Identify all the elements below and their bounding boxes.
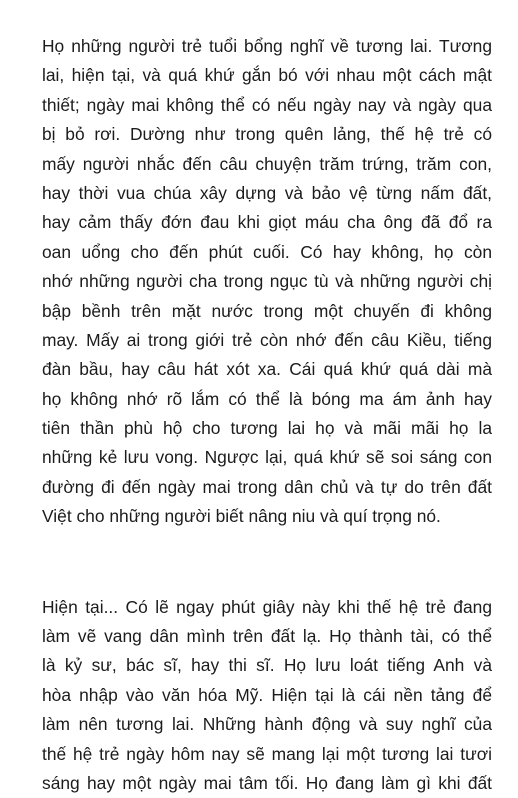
text-line: hòa nhập vào văn hóa Mỹ. Hiện tại là cái nền tảng để bbox=[42, 684, 492, 705]
text-line: sáng hay một ngày mai tâm tối. Họ đang làm gì khi đất bbox=[42, 772, 492, 793]
text-line: hay thời vua chúa xây dựng và bảo vệ từng nấm đất, bbox=[42, 182, 492, 203]
text-line: bập bềnh trên mặt nước trong một chuyến đi không bbox=[42, 300, 492, 321]
text-line: nhớ những người cha trong ngục tù và những người chị bbox=[42, 271, 492, 292]
text-line: thiết; ngày mai không thể có nếu ngày nay và ngày qua bbox=[42, 94, 492, 115]
text-line: Việt cho những người biết nâng niu và quí trọng nó. bbox=[42, 506, 441, 527]
text-line: tiên thần phù hộ cho tương lai họ và mãi mãi họ la bbox=[42, 418, 492, 439]
text-line: thế hệ trẻ ngày hôm nay sẽ mang lại một tương lai tươi bbox=[42, 743, 492, 764]
text-line: đàn bầu, hay câu hát xót xa. Cái quá khứ quá dài mà bbox=[42, 359, 492, 380]
text-line: mấy người nhắc đến câu chuyện trăm trứng, trăm con, bbox=[42, 153, 492, 174]
text-line: lai, hiện tại, và quá khứ gắn bó với nhau một cách mật bbox=[42, 65, 492, 86]
text-line: Hiện tại... Có lẽ ngay phút giây này khi thế hệ trẻ đang bbox=[42, 596, 492, 617]
text-line: may. Mấy ai trong giới trẻ còn nhớ đến câu Kiều, tiếng bbox=[42, 329, 492, 350]
text-line: làm nên tương lai. Những hành động và suy nghĩ của bbox=[42, 714, 492, 735]
paragraph-past bbox=[42, 32, 492, 532]
document-page bbox=[42, 32, 492, 798]
text-line: bị bỏ rơi. Dường như trong quên lảng, thế hệ trẻ có bbox=[42, 124, 492, 145]
text-line: những kẻ lưu vong. Ngược lại, quá khứ sẽ soi sáng con bbox=[42, 447, 492, 468]
text-line: là kỷ sư, bác sĩ, hay thi sĩ. Họ lưu loát tiếng Anh và bbox=[42, 655, 492, 676]
text-line: họ không nhớ rõ lắm có thể là bóng ma ám ảnh hay bbox=[42, 388, 492, 409]
text-line: làm vẽ vang dân mình trên đất lạ. Họ thành tài, có thể bbox=[42, 626, 492, 647]
text-line: Họ những người trẻ tuổi bổng nghĩ về tương lai. Tương bbox=[42, 36, 492, 56]
text-line: hay cảm thấy đớn đau khi giọt máu cha ông đã đổ ra bbox=[42, 212, 492, 233]
text-line: đường đi đến ngày mai trong dân chủ và tự do trên đất bbox=[42, 476, 492, 497]
text-line: oan uổng cho đến phút cuối. Có hay không, họ còn bbox=[42, 241, 492, 262]
paragraph-present bbox=[42, 593, 492, 798]
